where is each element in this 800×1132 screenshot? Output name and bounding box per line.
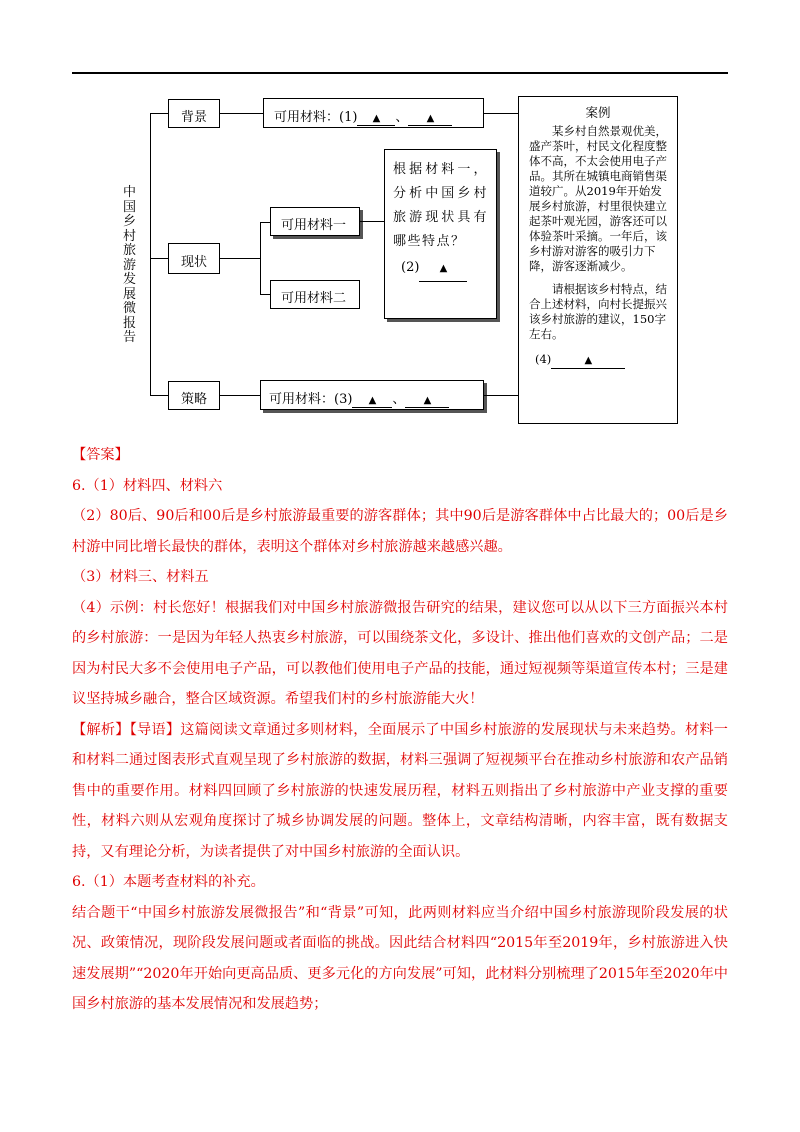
question-box (384, 149, 497, 319)
connector-line (220, 395, 260, 396)
connector-line (150, 113, 151, 396)
connector-line (220, 113, 263, 114)
case-box (518, 96, 678, 424)
connector-line (260, 222, 270, 223)
answer-blank (357, 110, 395, 126)
analysis-item: 6.（1）本题考查材料的补充。 (72, 874, 265, 890)
background-materials-box (263, 98, 484, 128)
node-label: 背景 (181, 110, 208, 125)
answer-header: 【答案】 (72, 447, 129, 463)
connector-line (260, 294, 270, 295)
connector-line (220, 258, 260, 259)
case-paragraph: 请根据该乡村特点，结合上述材料，向村长提振兴该乡村旅游的建议，150字左右。 (529, 282, 667, 341)
top-rule (72, 72, 728, 74)
triangle-icon: ▲ (439, 263, 448, 274)
answer-blank (551, 352, 625, 369)
analysis-header: 【解析】【导语】 (72, 721, 181, 738)
case-blank (529, 352, 667, 369)
blank-label: (4) (535, 352, 552, 366)
triangle-icon: ▲ (423, 395, 432, 406)
separator: 、 (395, 110, 409, 125)
analysis-intro-text: 这篇阅读文章通过多则材料，全面展示了中国乡村旅游的发展现状与未来趋势。材料一和材料二通过图表形式直观呈现了乡村旅游的数据，材料三强调了短视频平台在推动乡村旅游和农产品销售中的重要作用。材料四回顾了乡村旅游的快速发展历程，材料五则指出了乡村旅游中产业支撑的重要性，材料六则从宏观角度探讨了城乡协调发展的问题。整体上，文章结构清晰，内容丰富，既有数据支持，又有理论分析，为读者提供了对中国乡村旅游的全面认识。 (72, 721, 728, 860)
analysis-intro (72, 715, 728, 868)
node-label: 可用材料二 (281, 291, 347, 306)
node-label: 策略 (181, 392, 208, 407)
node-background (168, 99, 220, 128)
answer-item: （3）材料三、材料五 (72, 569, 209, 585)
strategy-materials-text (269, 388, 449, 408)
node-material2 (270, 280, 360, 309)
case-paragraph: 某乡村自然景观优美，盛产茶叶，村民文化程度整体不高，不太会使用电子产品。其所在城镇电商销售渠道较广。从2019年开始发展乡村旅游，村里很快建立起茶叶观光园，游客还可以体验茶叶采摘。一年后，该乡村游对游客的吸引力下降，游客逐渐减少。 (529, 124, 667, 273)
question-blank (393, 256, 488, 282)
blank-label: (2) (401, 260, 420, 275)
connector-line (150, 258, 168, 259)
materials-prefix: 可用材料：(1) (274, 110, 358, 125)
diagram-vertical-title: 中国乡村旅游发展微报告 (123, 185, 137, 345)
node-material1 (270, 207, 360, 236)
triangle-icon: ▲ (426, 113, 435, 124)
node-strategy (168, 381, 220, 410)
analysis-item: 结合题干“中国乡村旅游发展微报告”和“背景”可知，此两则材料应当介绍中国乡村旅游现阶段发展的状况、政策情况，现阶段发展问题或者面临的挑战。因此结合材料四“2015年至2019年，乡村旅游进入快速发展期”“2020年开始向更高品质、更多元化的方向发展”可知，此材料分别梳理了2015年至2020年中国乡村旅游的基本发展情况和发展趋势； (72, 904, 728, 1012)
triangle-icon: ▲ (368, 395, 377, 406)
node-label: 可用材料一 (281, 218, 347, 233)
connector-line (150, 395, 168, 396)
background-materials-text (274, 106, 452, 126)
separator: 、 (392, 392, 406, 407)
materials-prefix: 可用材料：(3) (269, 392, 353, 407)
answer-blank (352, 392, 392, 408)
answer-blank (405, 392, 449, 408)
triangle-icon: ▲ (584, 355, 593, 366)
case-title: 案例 (585, 105, 611, 120)
triangle-icon: ▲ (372, 113, 381, 124)
answer-item: （4）示例：村长您好！根据我们对中国乡村旅游微报告研究的结果，建议您可以从以下三方面振兴本村的乡村旅游：一是因为年轻人热衷乡村旅游，可以围绕茶文化，多设计、推出他们喜欢的文创产品；二是因为村民大多不会使用电子产品，可以教他们使用电子产品的技能，通过短视频等渠道宣传本村；三是建议坚持城乡融合，整合区域资源。希望我们村的乡村旅游能大火！ (72, 599, 728, 707)
answer-blank (419, 256, 467, 282)
strategy-materials-box (260, 380, 484, 410)
answer-item: 6.（1）材料四、材料六 (72, 477, 223, 494)
connector-line (484, 113, 518, 114)
connector-line (484, 395, 518, 396)
node-label: 现状 (181, 255, 208, 270)
answer-item: （2）80后、90后和00后是乡村旅游最重要的游客群体；其中90后是游客群体中占比最大的；00后是乡村游中同比增长最快的群体，表明这个群体对乡村旅游越来越感兴趣。 (72, 508, 728, 555)
question-text: 根据材料一，分析中国乡村旅游现状具有哪些特点？ (393, 162, 488, 249)
answer-blank (408, 110, 452, 126)
answer-content (72, 440, 728, 1020)
connector-line (360, 221, 384, 222)
connector-line (260, 222, 261, 294)
node-status (168, 243, 220, 274)
connector-line (150, 113, 168, 114)
